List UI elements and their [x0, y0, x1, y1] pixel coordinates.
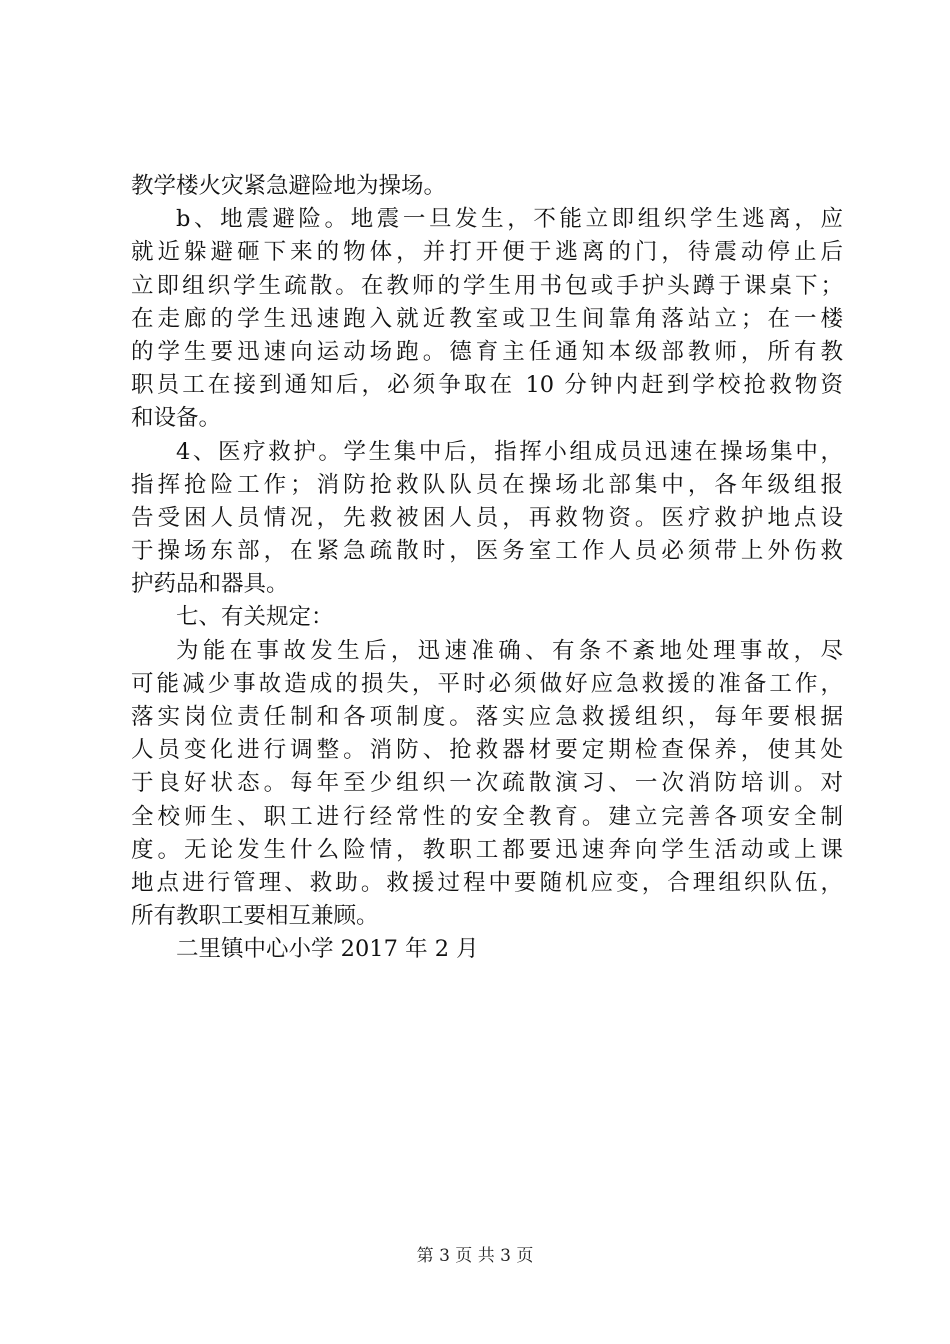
body-line: 的学生要迅速向运动场跑。德育主任通知本级部教师，所有教 — [131, 338, 843, 365]
body-line: 就近躲避砸下来的物体，并打开便于逃离的门，待震动停止后 — [131, 239, 843, 266]
body-line: 于良好状态。每年至少组织一次疏散演习、一次消防培训。对 — [131, 770, 843, 797]
body-line: 指挥抢险工作；消防抢救队队员在操场北部集中，各年级组报 — [131, 471, 843, 498]
body-line: 地点进行管理、救助。救援过程中要随机应变，合理组织队伍， — [131, 869, 843, 896]
page-number-footer: 第 3 页 共 3 页 — [416, 1246, 534, 1266]
body-line: 职员工在接到通知后，必须争取在 10 分钟内赶到学校抢救物资 — [131, 372, 843, 399]
body-line: 为能在事故发生后，迅速准确、有条不紊地处理事故，尽 — [176, 637, 843, 664]
body-line: 和设备。 — [131, 405, 222, 432]
body-line: 在走廊的学生迅速跑入就近教室或卫生间靠角落站立；在一楼 — [131, 305, 843, 332]
body-line: 告受困人员情况，先救被困人员，再救物资。医疗救护地点设 — [131, 504, 843, 531]
signature-line: 二里镇中心小学 2017 年 2 月 — [176, 936, 479, 963]
body-line: 所有教职工要相互兼顾。 — [131, 903, 379, 930]
body-line: 可能减少事故造成的损失，平时必须做好应急救援的准备工作， — [131, 670, 843, 697]
body-line: 4、医疗救护。学生集中后，指挥小组成员迅速在操场集中， — [176, 438, 843, 465]
body-line: 立即组织学生疏散。在教师的学生用书包或手护头蹲于课桌下； — [131, 272, 843, 299]
body-line: b、地震避险。地震一旦发生，不能立即组织学生逃离，应 — [176, 206, 843, 233]
body-line: 护药品和器具。 — [131, 571, 289, 598]
body-line: 度。无论发生什么险情，教职工都要迅速奔向学生活动或上课 — [131, 836, 843, 863]
document-body — [131, 170, 843, 967]
body-line: 于操场东部，在紧急疏散时，医务室工作人员必须带上外伤救 — [131, 538, 843, 565]
body-line: 人员变化进行调整。消防、抢救器材要定期检查保养，使其处 — [131, 737, 843, 764]
body-line: 落实岗位责任制和各项制度。落实应急救援组织，每年要根据 — [131, 704, 843, 730]
body-line: 教学楼火灾紧急避险地为操场。 — [131, 173, 447, 199]
section-heading: 七、有关规定： — [176, 604, 334, 631]
body-line: 全校师生、职工进行经常性的安全教育。建立完善各项安全制 — [131, 803, 843, 830]
